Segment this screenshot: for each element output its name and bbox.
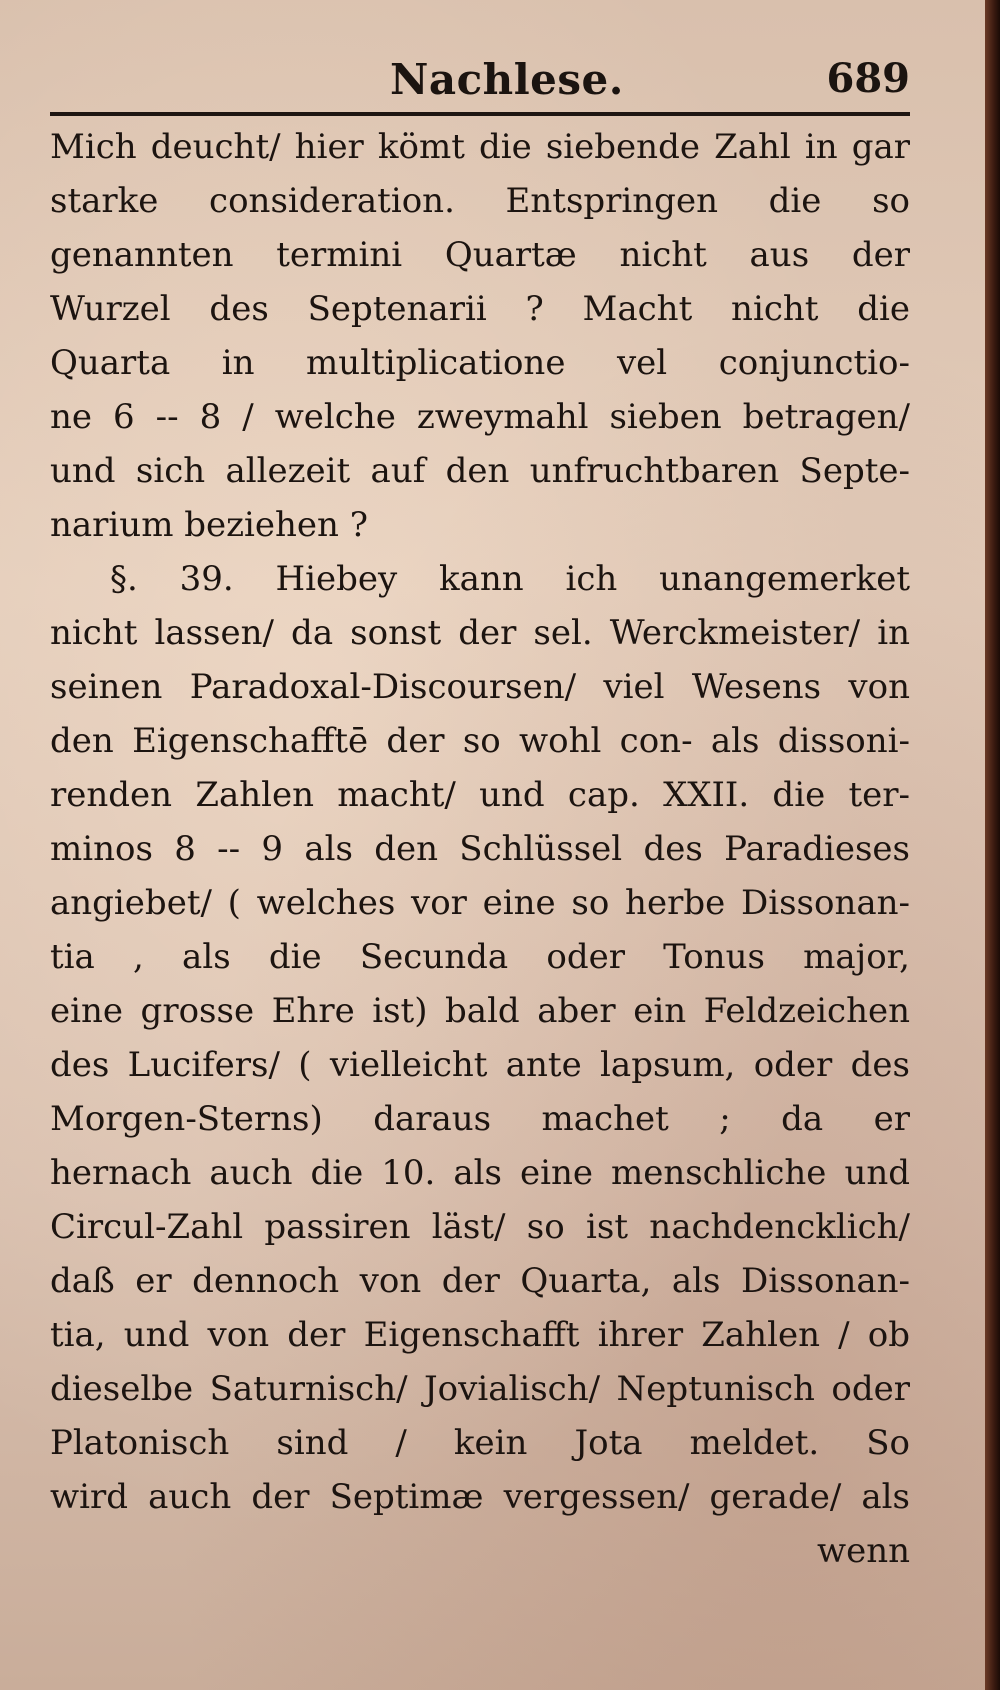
text-line: Quarta in multiplicatione vel conjunctio- bbox=[50, 343, 910, 383]
text-line: Circul-Zahl passiren läst/ so ist nachdencklich/ bbox=[50, 1207, 910, 1247]
text-line: Platonisch sind / kein Jota meldet. So bbox=[50, 1423, 910, 1463]
body-text bbox=[50, 120, 910, 1578]
text-line: eine grosse Ehre ist) bald aber ein Feldzeichen bbox=[50, 991, 910, 1031]
text-line: Mich deucht/ hier kömt die siebende Zahl in gar bbox=[50, 127, 910, 167]
text-line: Morgen-Sterns) daraus machet ; da er bbox=[50, 1099, 910, 1139]
text-line: wird auch der Septimæ vergessen/ gerade/ als bbox=[50, 1477, 910, 1517]
text-line: und sich allezeit auf den unfruchtbaren Septe- bbox=[50, 451, 910, 491]
text-line: angiebet/ ( welches vor eine so herbe Dissonan- bbox=[50, 883, 910, 923]
text-line: seinen Paradoxal-Discoursen/ viel Wesens von bbox=[50, 667, 910, 707]
text-line: hernach auch die 10. als eine menschliche und bbox=[50, 1153, 910, 1193]
text-line: narium beziehen ? bbox=[50, 505, 368, 545]
header-rule bbox=[50, 112, 910, 116]
catchword: wenn bbox=[816, 1531, 910, 1571]
text-line: ne 6 -- 8 / welche zweymahl sieben betragen/ bbox=[50, 397, 910, 437]
page-header bbox=[50, 55, 910, 115]
text-line: dieselbe Saturnisch/ Jovialisch/ Neptunisch oder bbox=[50, 1369, 910, 1409]
page-number: 689 bbox=[826, 55, 910, 102]
paragraph-start-line: §. 39. Hiebey kann ich unangemerket bbox=[110, 559, 910, 599]
text-line: renden Zahlen macht/ und cap. XXII. die ter- bbox=[50, 775, 910, 815]
text-line: Wurzel des Septenarii ? Macht nicht die bbox=[50, 289, 910, 329]
text-line: starke consideration. Entspringen die so bbox=[50, 181, 910, 221]
text-line: tia, und von der Eigenschafft ihrer Zahlen / ob bbox=[50, 1315, 910, 1355]
text-line: minos 8 -- 9 als den Schlüssel des Paradieses bbox=[50, 829, 910, 869]
text-line: nicht lassen/ da sonst der sel. Werckmeister/ in bbox=[50, 613, 910, 653]
page-edge-shadow bbox=[985, 0, 1000, 1690]
running-title: Nachlese. bbox=[390, 55, 624, 104]
text-line: des Lucifers/ ( vielleicht ante lapsum, oder des bbox=[50, 1045, 910, 1085]
text-line: den Eigenschafftē der so wohl con- als dissoni- bbox=[50, 721, 910, 761]
text-line: genannten termini Quartæ nicht aus der bbox=[50, 235, 910, 275]
text-line: tia , als die Secunda oder Tonus major, bbox=[50, 937, 910, 977]
text-line: daß er dennoch von der Quarta, als Dissonan- bbox=[50, 1261, 910, 1301]
